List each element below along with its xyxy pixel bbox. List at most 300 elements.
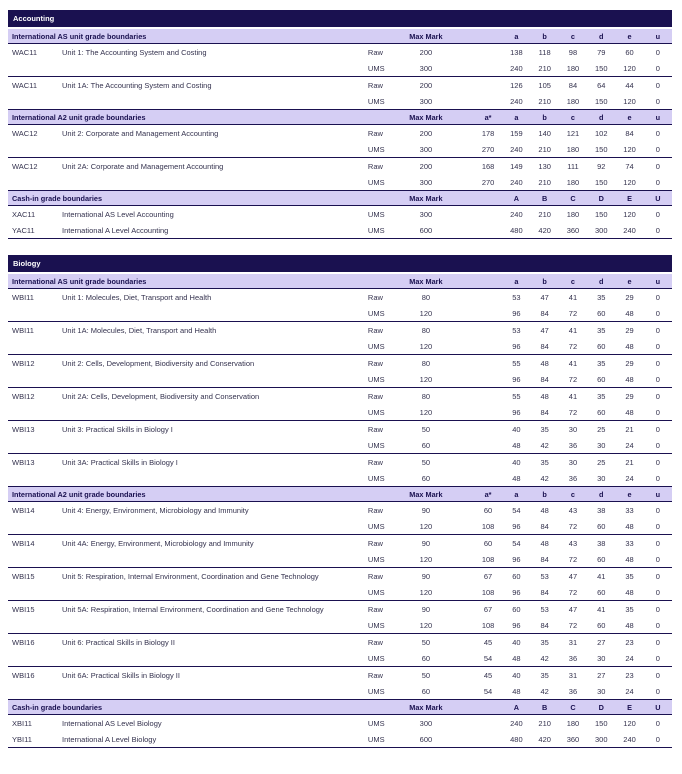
unit-code-cell: WBI14 xyxy=(12,505,35,515)
max-mark-label: Max Mark xyxy=(409,31,443,41)
unit-group xyxy=(8,667,672,700)
mark-type-cell: UMS xyxy=(367,225,385,235)
grade-value-cell: 41 xyxy=(568,325,578,335)
grade-value-cell: 40 xyxy=(512,457,521,467)
grade-value-cell: 360 xyxy=(566,225,580,235)
max-mark-cell: 120 xyxy=(419,554,433,564)
grade-value-cell: 210 xyxy=(538,209,551,219)
grade-value-cell: 35 xyxy=(540,670,549,680)
unit-code-cell: WBI15 xyxy=(12,604,35,614)
mark-type-cell: Raw xyxy=(367,457,383,467)
grade-value-cell: 24 xyxy=(625,653,634,663)
grade-value-cell: 60 xyxy=(597,407,606,417)
grade-value-cell: 108 xyxy=(481,554,495,564)
grade-value-cell: 48 xyxy=(540,538,549,548)
unit-group xyxy=(8,715,672,748)
grade-value-cell: 43 xyxy=(568,538,578,548)
grade-value-cell: 270 xyxy=(481,144,495,154)
max-mark-cell: 600 xyxy=(419,734,433,744)
grade-value-cell: 180 xyxy=(566,209,580,219)
max-mark-cell: 60 xyxy=(421,440,431,450)
grade-value-cell: 84 xyxy=(540,554,549,564)
grade-value-cell: 149 xyxy=(510,161,523,171)
grade-value-cell: 120 xyxy=(623,177,636,187)
grade-value-cell: 168 xyxy=(481,161,495,171)
unit-code-cell: XBI11 xyxy=(12,718,32,728)
mark-type-cell: Raw xyxy=(367,571,383,581)
max-mark-cell: 80 xyxy=(421,391,431,401)
table-row xyxy=(8,289,672,305)
grade-value-cell: 0 xyxy=(655,225,660,235)
grade-value-cell: 118 xyxy=(538,47,551,57)
grade-value-cell: 24 xyxy=(625,686,634,696)
unit-code-cell: WAC12 xyxy=(12,161,38,171)
grade-value-cell: 121 xyxy=(566,128,580,138)
max-mark-label: Max Mark xyxy=(409,276,443,286)
max-mark-cell: 50 xyxy=(421,637,431,647)
table-row xyxy=(8,222,672,238)
max-mark-label: Max Mark xyxy=(409,112,443,122)
grade-value-cell: 96 xyxy=(512,374,521,384)
grade-value-cell: 240 xyxy=(510,177,523,187)
grade-value-cell: 47 xyxy=(540,325,549,335)
grade-value-cell: 140 xyxy=(538,128,551,138)
grade-value-cell: 0 xyxy=(655,505,660,515)
mark-type-cell: UMS xyxy=(367,63,385,73)
table-row xyxy=(8,454,672,470)
grade-col-header: B xyxy=(542,193,548,203)
grade-value-cell: 210 xyxy=(538,144,551,154)
grade-value-cell: 60 xyxy=(512,571,521,581)
mark-type-cell: Raw xyxy=(367,325,383,335)
grade-value-cell: 72 xyxy=(568,587,578,597)
mark-type-cell: Raw xyxy=(367,604,383,614)
unit-group xyxy=(8,634,672,667)
grade-value-cell: 48 xyxy=(625,587,634,597)
grade-value-cell: 300 xyxy=(595,225,608,235)
grade-value-cell: 29 xyxy=(625,325,634,335)
unit-title-cell: Unit 1: The Accounting System and Costing xyxy=(62,47,207,57)
grade-value-cell: 29 xyxy=(625,358,634,368)
grade-value-cell: 48 xyxy=(625,407,634,417)
grade-value-cell: 72 xyxy=(568,341,578,351)
grade-value-cell: 240 xyxy=(623,734,636,744)
grade-value-cell: 210 xyxy=(538,96,551,106)
unit-title-cell: International AS Level Biology xyxy=(62,718,162,728)
grade-value-cell: 0 xyxy=(655,457,660,467)
table-row xyxy=(8,371,672,387)
max-mark-cell: 120 xyxy=(419,374,433,384)
grade-col-header: e xyxy=(627,31,632,41)
grade-value-cell: 42 xyxy=(540,686,549,696)
grade-value-cell: 48 xyxy=(540,391,549,401)
grade-value-cell: 54 xyxy=(512,538,521,548)
max-mark-cell: 300 xyxy=(419,177,433,187)
grade-value-cell: 108 xyxy=(481,620,495,630)
mark-type-cell: Raw xyxy=(367,128,383,138)
grade-value-cell: 210 xyxy=(538,63,551,73)
grade-value-cell: 72 xyxy=(568,620,578,630)
table-row xyxy=(8,125,672,141)
table-row xyxy=(8,77,672,93)
grade-value-cell: 44 xyxy=(625,80,634,90)
grade-value-cell: 0 xyxy=(655,63,660,73)
grade-value-cell: 0 xyxy=(655,587,660,597)
grade-value-cell: 0 xyxy=(655,407,660,417)
grade-value-cell: 111 xyxy=(567,161,579,171)
grade-value-cell: 55 xyxy=(512,391,521,401)
grade-value-cell: 96 xyxy=(512,620,521,630)
grade-col-header: U xyxy=(655,702,661,712)
grade-value-cell: 47 xyxy=(540,292,549,302)
unit-code-cell: WBI14 xyxy=(12,538,35,548)
grade-value-cell: 270 xyxy=(481,177,495,187)
unit-title-cell: Unit 1A: The Accounting System and Costing xyxy=(62,80,212,90)
unit-code-cell: WAC11 xyxy=(12,80,38,90)
grade-value-cell: 159 xyxy=(510,128,523,138)
table-row xyxy=(8,305,672,321)
unit-title-cell: Unit 2: Cells, Development, Biodiversity and Conservation xyxy=(62,358,255,368)
grade-value-cell: 96 xyxy=(512,521,521,531)
grade-value-cell: 0 xyxy=(655,734,660,744)
grade-col-header: d xyxy=(599,276,604,286)
grade-value-cell: 60 xyxy=(512,604,521,614)
grade-value-cell: 120 xyxy=(623,144,636,154)
grade-col-header: d xyxy=(599,112,604,122)
grade-col-header: e xyxy=(627,489,632,499)
unit-code-cell: WBI16 xyxy=(12,637,35,647)
grade-col-header: a* xyxy=(484,489,492,499)
grade-value-cell: 31 xyxy=(568,637,578,647)
grade-col-header: u xyxy=(655,489,661,499)
table-row xyxy=(8,518,672,534)
grade-value-cell: 150 xyxy=(595,63,608,73)
unit-group xyxy=(8,421,672,454)
max-mark-label: Max Mark xyxy=(409,193,443,203)
mark-type-cell: UMS xyxy=(367,734,385,744)
unit-title-cell: Unit 6: Practical Skills in Biology II xyxy=(62,637,175,647)
unit-title-cell: Unit 5: Respiration, Internal Environment, Coordination and Gene Technology xyxy=(62,571,319,581)
max-mark-cell: 600 xyxy=(419,225,433,235)
unit-code-cell: WBI12 xyxy=(12,358,35,368)
grade-value-cell: 84 xyxy=(540,308,549,318)
mark-type-cell: UMS xyxy=(367,587,385,597)
mark-type-cell: Raw xyxy=(367,424,383,434)
grade-value-cell: 0 xyxy=(655,653,660,663)
grade-value-cell: 54 xyxy=(483,686,493,696)
grade-value-cell: 0 xyxy=(655,554,660,564)
unit-title-cell: International AS Level Accounting xyxy=(62,209,174,219)
grade-value-cell: 60 xyxy=(597,521,606,531)
grade-value-cell: 60 xyxy=(625,47,634,57)
mark-type-cell: UMS xyxy=(367,686,385,696)
block-header xyxy=(8,700,672,715)
grade-value-cell: 178 xyxy=(481,128,495,138)
max-mark-cell: 80 xyxy=(421,358,431,368)
mark-type-cell: Raw xyxy=(367,670,383,680)
grade-value-cell: 33 xyxy=(625,505,634,515)
grade-value-cell: 47 xyxy=(568,604,578,614)
grade-value-cell: 40 xyxy=(512,637,521,647)
mark-type-cell: UMS xyxy=(367,177,385,187)
max-mark-cell: 200 xyxy=(419,161,433,171)
grade-value-cell: 79 xyxy=(597,47,606,57)
grade-value-cell: 48 xyxy=(625,521,634,531)
grade-value-cell: 0 xyxy=(655,670,660,680)
table-row xyxy=(8,421,672,437)
grade-value-cell: 180 xyxy=(566,63,580,73)
grade-value-cell: 240 xyxy=(510,209,523,219)
grade-col-header: u xyxy=(655,31,661,41)
grade-value-cell: 53 xyxy=(512,325,521,335)
grade-value-cell: 0 xyxy=(655,571,660,581)
grade-value-cell: 0 xyxy=(655,96,660,106)
grade-value-cell: 24 xyxy=(625,440,634,450)
grade-value-cell: 35 xyxy=(597,292,606,302)
mark-type-cell: UMS xyxy=(367,521,385,531)
max-mark-cell: 60 xyxy=(421,473,431,483)
grade-col-header: C xyxy=(570,193,576,203)
grade-value-cell: 35 xyxy=(540,637,549,647)
grade-value-cell: 0 xyxy=(655,144,660,154)
grade-value-cell: 25 xyxy=(597,457,606,467)
max-mark-cell: 80 xyxy=(421,325,431,335)
grade-col-header: a xyxy=(514,31,519,41)
grade-col-header: u xyxy=(655,112,661,122)
unit-code-cell: XAC11 xyxy=(12,209,36,219)
grade-value-cell: 0 xyxy=(655,374,660,384)
grade-value-cell: 0 xyxy=(655,308,660,318)
unit-group xyxy=(8,601,672,634)
table-row xyxy=(8,174,672,190)
grade-value-cell: 42 xyxy=(540,440,549,450)
mark-type-cell: Raw xyxy=(367,538,383,548)
table-row xyxy=(8,141,672,157)
grade-value-cell: 84 xyxy=(540,374,549,384)
grade-value-cell: 60 xyxy=(597,554,606,564)
grade-col-header: E xyxy=(627,193,632,203)
grade-value-cell: 48 xyxy=(625,308,634,318)
grade-col-header: b xyxy=(542,276,547,286)
grade-value-cell: 35 xyxy=(597,325,606,335)
mark-type-cell: UMS xyxy=(367,209,385,219)
grade-value-cell: 38 xyxy=(597,505,606,515)
grade-value-cell: 0 xyxy=(655,325,660,335)
grade-value-cell: 0 xyxy=(655,80,660,90)
table-row xyxy=(8,322,672,338)
max-mark-cell: 300 xyxy=(419,96,433,106)
mark-type-cell: UMS xyxy=(367,718,385,728)
grade-value-cell: 240 xyxy=(510,144,523,154)
grade-value-cell: 84 xyxy=(625,128,634,138)
unit-code-cell: WAC12 xyxy=(12,128,38,138)
grade-value-cell: 0 xyxy=(655,521,660,531)
grade-col-header: d xyxy=(599,31,604,41)
grade-value-cell: 84 xyxy=(540,521,549,531)
unit-code-cell: WBI13 xyxy=(12,457,35,467)
grade-value-cell: 41 xyxy=(568,391,578,401)
grade-value-cell: 60 xyxy=(483,505,493,515)
grade-value-cell: 150 xyxy=(595,718,608,728)
grade-value-cell: 53 xyxy=(512,292,521,302)
unit-group xyxy=(8,158,672,191)
grade-value-cell: 72 xyxy=(568,308,578,318)
unit-title-cell: Unit 6A: Practical Skills in Biology II xyxy=(62,670,180,680)
block-header xyxy=(8,110,672,125)
grade-value-cell: 84 xyxy=(568,80,578,90)
grade-value-cell: 30 xyxy=(597,473,606,483)
grade-value-cell: 150 xyxy=(595,144,608,154)
block-header xyxy=(8,191,672,206)
grade-value-cell: 0 xyxy=(655,473,660,483)
grade-value-cell: 48 xyxy=(625,341,634,351)
grade-col-header: c xyxy=(570,31,575,41)
max-mark-label: Max Mark xyxy=(409,702,443,712)
grade-value-cell: 72 xyxy=(568,407,578,417)
mark-type-cell: UMS xyxy=(367,653,385,663)
unit-group xyxy=(8,535,672,568)
grade-value-cell: 360 xyxy=(566,734,580,744)
grade-value-cell: 480 xyxy=(510,734,523,744)
grade-value-cell: 48 xyxy=(512,440,521,450)
table-row xyxy=(8,60,672,76)
table-row xyxy=(8,158,672,174)
grade-col-header: A xyxy=(513,702,519,712)
grade-value-cell: 31 xyxy=(568,670,578,680)
grade-value-cell: 96 xyxy=(512,587,521,597)
grade-col-header: b xyxy=(542,112,547,122)
unit-title-cell: Unit 2A: Corporate and Management Accounting xyxy=(62,161,224,171)
grade-value-cell: 150 xyxy=(595,177,608,187)
max-mark-cell: 50 xyxy=(421,670,431,680)
max-mark-cell: 300 xyxy=(419,144,433,154)
max-mark-cell: 80 xyxy=(421,292,431,302)
max-mark-cell: 200 xyxy=(419,47,433,57)
grade-value-cell: 47 xyxy=(568,571,578,581)
grade-value-cell: 60 xyxy=(483,538,493,548)
grade-value-cell: 0 xyxy=(655,128,660,138)
grade-col-header: b xyxy=(542,31,547,41)
grade-value-cell: 29 xyxy=(625,292,634,302)
unit-group xyxy=(8,77,672,110)
grade-value-cell: 40 xyxy=(512,670,521,680)
grade-value-cell: 43 xyxy=(568,505,578,515)
grade-value-cell: 48 xyxy=(625,554,634,564)
mark-type-cell: UMS xyxy=(367,374,385,384)
section-title-bar: Accounting xyxy=(8,10,672,27)
grade-value-cell: 36 xyxy=(568,440,578,450)
grade-value-cell: 72 xyxy=(568,521,578,531)
unit-code-cell: WBI12 xyxy=(12,391,35,401)
grade-value-cell: 105 xyxy=(538,80,551,90)
mark-type-cell: Raw xyxy=(367,161,383,171)
block-header xyxy=(8,29,672,44)
grade-value-cell: 0 xyxy=(655,292,660,302)
grade-value-cell: 60 xyxy=(597,308,606,318)
grade-col-header: c xyxy=(570,276,575,286)
max-mark-cell: 60 xyxy=(421,686,431,696)
grade-value-cell: 138 xyxy=(510,47,523,57)
grade-value-cell: 60 xyxy=(597,341,606,351)
table-row xyxy=(8,634,672,650)
unit-group xyxy=(8,206,672,239)
max-mark-cell: 200 xyxy=(419,80,433,90)
mark-type-cell: Raw xyxy=(367,47,383,57)
block-header xyxy=(8,274,672,289)
grade-value-cell: 35 xyxy=(625,571,634,581)
grade-value-cell: 48 xyxy=(540,358,549,368)
grade-value-cell: 98 xyxy=(568,47,578,57)
grade-value-cell: 38 xyxy=(597,538,606,548)
mark-type-cell: UMS xyxy=(367,341,385,351)
grade-value-cell: 240 xyxy=(510,63,523,73)
grade-value-cell: 48 xyxy=(625,374,634,384)
grade-value-cell: 25 xyxy=(597,424,606,434)
grade-value-cell: 96 xyxy=(512,407,521,417)
mark-type-cell: UMS xyxy=(367,96,385,106)
unit-title-cell: International A Level Biology xyxy=(62,734,157,744)
unit-group xyxy=(8,125,672,158)
grade-col-header: c xyxy=(570,112,575,122)
grade-value-cell: 45 xyxy=(483,637,493,647)
grade-value-cell: 54 xyxy=(512,505,521,515)
grade-value-cell: 72 xyxy=(568,554,578,564)
table-row xyxy=(8,93,672,109)
grade-value-cell: 120 xyxy=(623,63,636,73)
table-row xyxy=(8,568,672,584)
unit-title-cell: Unit 5A: Respiration, Internal Environment, Coordination and Gene Technology xyxy=(62,604,324,614)
grade-value-cell: 96 xyxy=(512,308,521,318)
grade-value-cell: 27 xyxy=(597,670,606,680)
grade-value-cell: 23 xyxy=(625,637,634,647)
grade-value-cell: 96 xyxy=(512,341,521,351)
table-row xyxy=(8,551,672,567)
section-title-bar: Biology xyxy=(8,255,672,272)
grade-value-cell: 53 xyxy=(540,571,549,581)
grade-value-cell: 0 xyxy=(655,177,660,187)
unit-title-cell: Unit 2A: Cells, Development, Biodiversity and Conservation xyxy=(62,391,260,401)
table-row xyxy=(8,683,672,699)
max-mark-cell: 300 xyxy=(419,209,433,219)
grade-value-cell: 84 xyxy=(540,587,549,597)
grade-value-cell: 130 xyxy=(538,161,551,171)
grade-col-header: a xyxy=(514,489,519,499)
max-mark-cell: 300 xyxy=(419,63,433,73)
unit-code-cell: WBI13 xyxy=(12,424,35,434)
grade-value-cell: 21 xyxy=(625,457,634,467)
grade-value-cell: 41 xyxy=(568,358,578,368)
unit-code-cell: WBI11 xyxy=(12,292,34,302)
grade-value-cell: 0 xyxy=(655,604,660,614)
grade-value-cell: 30 xyxy=(597,440,606,450)
grade-col-header: D xyxy=(598,193,604,203)
max-mark-cell: 50 xyxy=(421,424,431,434)
mark-type-cell: Raw xyxy=(367,637,383,647)
grade-value-cell: 23 xyxy=(625,670,634,680)
max-mark-cell: 120 xyxy=(419,620,433,630)
table-row xyxy=(8,617,672,633)
unit-group xyxy=(8,454,672,487)
unit-group xyxy=(8,44,672,77)
grade-value-cell: 67 xyxy=(483,571,493,581)
grade-value-cell: 150 xyxy=(595,209,608,219)
unit-code-cell: WBI16 xyxy=(12,670,35,680)
grade-value-cell: 102 xyxy=(595,128,608,138)
table-row xyxy=(8,601,672,617)
grade-value-cell: 41 xyxy=(568,292,578,302)
mark-type-cell: UMS xyxy=(367,308,385,318)
unit-title-cell: Unit 3: Practical Skills in Biology I xyxy=(62,424,173,434)
